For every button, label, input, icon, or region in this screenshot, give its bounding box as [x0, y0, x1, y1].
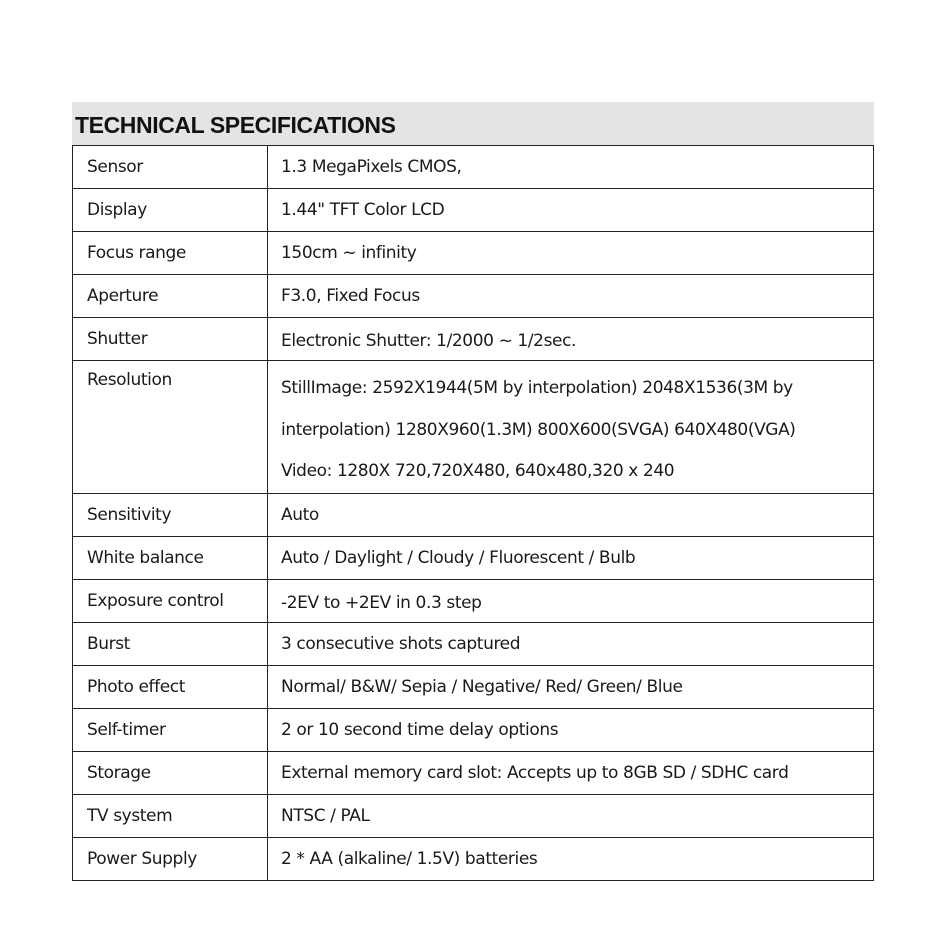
table-row: [73, 232, 874, 275]
table-row: [73, 493, 874, 536]
spec-value-multiline: [268, 361, 874, 494]
spec-label: Aperture: [73, 275, 268, 318]
spec-label: Exposure control: [73, 579, 268, 622]
spec-label: TV system: [73, 794, 268, 837]
spec-value: F3.0, Fixed Focus: [268, 275, 874, 318]
spec-value: Electronic Shutter: 1/2000 ~ 1/2sec.: [268, 318, 874, 361]
page-title: TECHNICAL SPECIFICATIONS: [75, 112, 396, 138]
spec-value: -2EV to +2EV in 0.3 step: [268, 579, 874, 622]
spec-value: 2 * AA (alkaline/ 1.5V) batteries: [268, 837, 874, 880]
spec-value: 3 consecutive shots captured: [268, 622, 874, 665]
spec-label: Focus range: [73, 232, 268, 275]
spec-value: 1.3 MegaPixels CMOS,: [268, 146, 874, 189]
resolution-line: StillImage: 2592X1944(5M by interpolation) 2048X1536(3M by: [281, 378, 793, 398]
spec-label: Power Supply: [73, 837, 268, 880]
spec-label: Display: [73, 189, 268, 232]
table-row: [73, 837, 874, 880]
table-row: [73, 189, 874, 232]
spec-value: 2 or 10 second time delay options: [268, 708, 874, 751]
spec-label: Self-timer: [73, 708, 268, 751]
spec-value: External memory card slot: Accepts up to 8GB SD / SDHC card: [268, 751, 874, 794]
table-row: [73, 146, 874, 189]
spec-label: Storage: [73, 751, 268, 794]
spec-label: Shutter: [73, 318, 268, 361]
spec-header: [72, 102, 874, 145]
resolution-line: interpolation) 1280X960(1.3M) 800X600(SVGA) 640X480(VGA): [281, 419, 796, 440]
table-row: [73, 275, 874, 318]
spec-label: Burst: [73, 622, 268, 665]
spec-label: White balance: [73, 536, 268, 579]
table-row: [73, 751, 874, 794]
table-row: [73, 794, 874, 837]
spec-label: Photo effect: [73, 665, 268, 708]
table-row: [73, 665, 874, 708]
spec-value: 150cm ~ infinity: [268, 232, 874, 275]
spec-table: [72, 145, 874, 881]
spec-label: Sensor: [73, 146, 268, 189]
table-row: [73, 579, 874, 622]
spec-value: Auto: [268, 493, 874, 536]
spec-label: Sensitivity: [73, 493, 268, 536]
table-row: [73, 708, 874, 751]
spec-label: Resolution: [73, 361, 268, 494]
resolution-line: Video: 1280X 720,720X480, 640x480,320 x 240: [281, 461, 675, 481]
table-row: [73, 622, 874, 665]
spec-value: Normal/ B&W/ Sepia / Negative/ Red/ Green/ Blue: [268, 665, 874, 708]
spec-value: 1.44" TFT Color LCD: [268, 189, 874, 232]
spec-value: Auto / Daylight / Cloudy / Fluorescent / Bulb: [268, 536, 874, 579]
table-row: [73, 536, 874, 579]
spec-value: NTSC / PAL: [268, 794, 874, 837]
table-row: [73, 318, 874, 361]
table-row: [73, 361, 874, 494]
spec-block: [72, 102, 874, 881]
